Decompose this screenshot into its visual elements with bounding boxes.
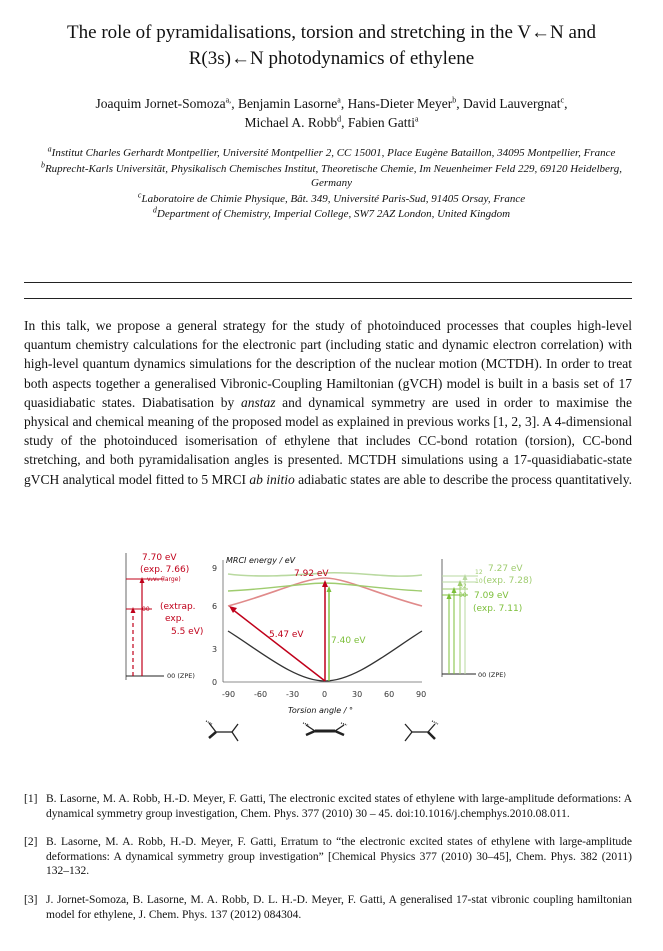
arrow-to-minimum	[232, 609, 325, 681]
author-name: , Hans-Dieter Meyer	[340, 96, 453, 111]
affiliation-sup: a	[47, 144, 52, 154]
top-rule	[24, 282, 632, 283]
right-level-10: 10	[475, 578, 483, 585]
right-label-exp728: (exp. 7.28)	[483, 576, 533, 586]
left-label-exp766: (exp. 7.66)	[140, 565, 190, 575]
reference-number: [2]	[24, 836, 38, 849]
right-label-zpe: 00 (ZPE)	[478, 671, 506, 679]
x-tick: 30	[352, 690, 363, 699]
figure-svg	[120, 545, 540, 745]
authors	[20, 94, 643, 132]
x-tick: 90	[416, 690, 427, 699]
reference-number: [3]	[24, 893, 38, 906]
y-axis-label: MRCI energy / eV	[226, 556, 296, 565]
abstract-text: adiabatic states are able to describe the process quantitatively.	[294, 471, 632, 487]
authors-line-1	[20, 94, 643, 113]
affiliations	[20, 146, 643, 223]
affiliation-text: Institut Charles Gerhardt Montpellier, Université Montpellier 2, CC 15001, Place Eugène Bataillon, 34095 Montpellier, France	[51, 147, 616, 159]
author-sup: a,	[225, 95, 232, 105]
affiliation	[20, 159, 643, 191]
affiliation-text: Ruprecht-Karls Universität, Physikalisch Chemisches Institut, Theoretische Chemie, Im Neuenheimer Feld 229, 69120 Heidelberg, Germany	[44, 162, 623, 189]
left-label-extrap: (extrap.	[160, 602, 196, 612]
left-label-55: 5.5 eV)	[171, 627, 204, 637]
reference-text: B. Lasorne, M. A. Robb, H.-D. Meyer, F. Gatti, The electronic excited states of ethylene with large-amplitude deformations: A dynamical symmetry group investigation, Chem. Phys. 377 (2010) 30 – 45. doi:10.1016/j.chemphys.2010.08.011.	[46, 793, 632, 820]
energy-figure	[120, 545, 540, 745]
reference-text: B. Lasorne, M. A. Robb, H.-D. Meyer, F. Gatti, Erratum to “the electronic excited states of ethylene with large-amplitude deformations: A dynamical symmetry group investigation” [Chemical Physics 377 (2010) 30–45], Chem. Phys. 382 (2011) 132–132.	[46, 836, 632, 878]
reference-number: [1]	[24, 793, 38, 805]
right-level-00: 00	[459, 592, 467, 599]
right-label-727: 7.27 eV	[488, 564, 523, 574]
right-level-12: 12	[475, 569, 483, 576]
right-panel	[442, 559, 532, 679]
author-sup: b	[452, 95, 457, 105]
authors-line-2	[20, 113, 643, 132]
vertical-label: 7.40 eV	[331, 636, 366, 646]
title-line-2: R(3s)←N photodynamics of ethylene	[188, 48, 475, 69]
peak-label: 7.92 eV	[294, 569, 329, 579]
affiliation	[20, 207, 643, 222]
y-tick: 9	[212, 564, 218, 573]
affiliation-sup: b	[40, 159, 45, 169]
author-name: Joaquim Jornet-Somoza	[95, 96, 226, 111]
paper-title	[20, 20, 643, 72]
reference-text: J. Jornet-Somoza, B. Lasorne, M. A. Robb, D. L. H.-D. Meyer, F. Gatti, A generalised 17-stat vibronic coupling hamiltonian model for ethylene, J. Chem. Phys. 137 (2012) 084304.	[46, 893, 632, 921]
bottom-rule	[24, 298, 632, 299]
affiliation-sup: c	[137, 189, 142, 199]
right-label-exp711: (exp. 7.11)	[473, 604, 523, 614]
x-axis-label: Torsion angle / °	[288, 706, 353, 715]
central-plot	[212, 556, 426, 715]
author-name: , Benjamin Lasorne	[231, 96, 338, 111]
y-tick: 3	[212, 645, 218, 654]
affiliation-sup: d	[152, 205, 157, 215]
x-tick: -90	[222, 690, 236, 699]
reference-item	[24, 835, 632, 879]
molecule-center-icon	[303, 723, 347, 735]
affiliation-text: Laboratoire de Chimie Physique, Bât. 349, Université Paris-Sud, 91405 Orsay, France	[141, 192, 526, 205]
left-label-770: 7.70 eV	[142, 553, 177, 563]
affiliation	[20, 146, 643, 161]
author-name: Michael A. Robb	[244, 115, 338, 130]
affiliation-text: Department of Chemistry, Imperial College, SW7 2AZ London, United Kingdom	[156, 208, 511, 220]
left-label-zpe: 00 (ZPE)	[167, 672, 195, 680]
x-tick: 0	[322, 690, 328, 699]
y-tick: 0	[212, 678, 218, 687]
abstract-text: and dynamical symmetry are used in order to maximise the physical and chemical meaning of the proposed model as explained in previous works [1, 2, 3]. A 4-dimensional study of the photoinduced isomerisation of ethylene that includes CC-bond rotation (torsion), CC-bond stretching, and both pyramidalisation angles is presented. MCTDH simulations using a 17-quasidiabatic-state gVCH analytical model fitted to 5 MRCI	[24, 394, 633, 487]
y-tick: 6	[212, 602, 218, 611]
references	[24, 792, 632, 936]
author-name: ,	[564, 96, 568, 111]
x-tick: 60	[384, 690, 395, 699]
left-label-v2v4: v₂v₄ (large)	[147, 576, 181, 583]
author-name: , David Lauvergnat	[456, 96, 561, 111]
title-line-1: The role of pyramidalisations, torsion and stretching in the V←N and	[67, 22, 596, 43]
affiliation	[20, 189, 643, 207]
abstract-emphasis: anstaz	[240, 394, 276, 410]
minimum-label: 5.47 eV	[269, 630, 304, 640]
left-label-00: 00	[142, 606, 150, 613]
abstract-paragraph	[24, 316, 632, 489]
right-level-02: 02	[459, 583, 467, 590]
right-label-709: 7.09 eV	[474, 591, 509, 601]
x-tick: -30	[286, 690, 300, 699]
author-sup: a	[414, 114, 419, 124]
reference-item	[24, 893, 632, 922]
left-panel	[126, 553, 203, 680]
author-sup: c	[560, 95, 565, 105]
molecule-left-icon	[206, 721, 238, 741]
x-tick: -60	[254, 690, 268, 699]
abstract-text: In this talk, we propose a general strategy for the study of photoinduced processes that couples high-level quantum chemistry calculations for the electronic part (including static and dynamic electron correlation) with high-level quantum dynamics simulations for the description of the nuclear motion (MCTDH). In order to treat both aspects together a generalised Vibronic-Coupling Hamiltonian (gVCH) model is built in a basis set of 17 quasidiabatic states. Diabatisation by	[24, 318, 632, 410]
abstract	[24, 316, 632, 489]
abstract-emphasis: ab initio	[249, 471, 295, 487]
author-sup: d	[337, 114, 342, 124]
molecule-right-icon	[405, 721, 438, 741]
reference-item	[24, 792, 632, 821]
left-label-exp: exp.	[165, 614, 185, 624]
author-sup: a	[337, 95, 341, 105]
author-name: , Fabien Gatti	[341, 115, 415, 130]
